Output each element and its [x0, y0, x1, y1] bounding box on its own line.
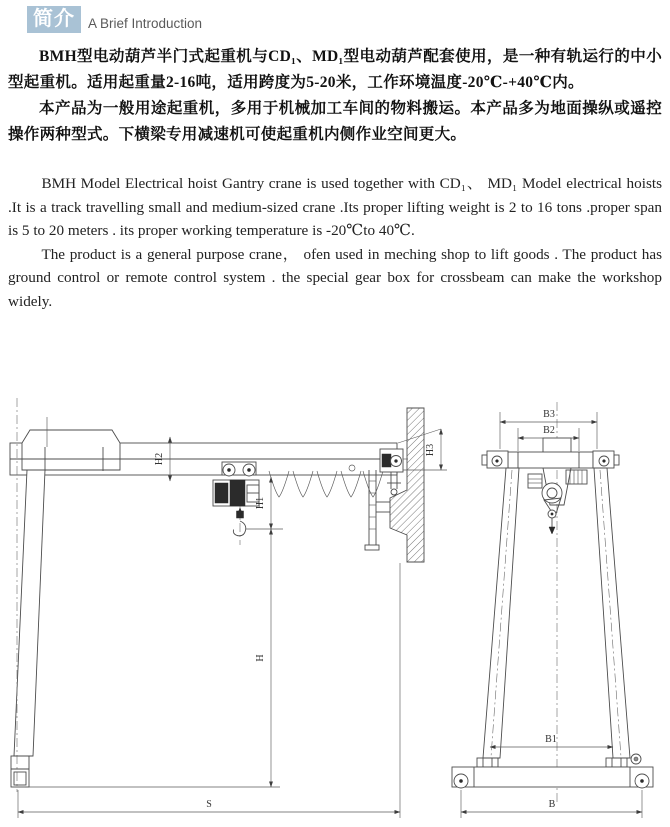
side-bottom-beam	[452, 754, 653, 788]
dim-label-h: H	[255, 654, 266, 662]
dim-label-h1: H1	[255, 496, 266, 510]
english-paragraph-2: The product is a general purpose crane， ofen used in meching shop to lift goods . The product has ground control or remote control system . the special gear box for crossbeam can make the workshop widely.	[8, 245, 662, 310]
side-view-drawing	[452, 402, 653, 818]
english-paragraph-1: BMH Model Electrical hoist Gantry crane is used together with CD₁、 MD₁ Model electrical hoists .It is a track travelling small and medium-sized crane .Its proper lifting weight is 2 to 16 tons .proper span is 5 to 20 meters . its proper working temperature is -20℃to 40℃.	[8, 175, 662, 239]
dimension-b1	[490, 734, 613, 747]
front-right-carriage	[380, 449, 408, 495]
front-hook	[233, 506, 245, 545]
power-feed-point	[349, 465, 355, 471]
dimension-h	[255, 529, 271, 787]
dim-label-h2: H2	[154, 452, 165, 466]
front-hoist-trolley	[213, 462, 259, 506]
chinese-paragraph-1: BMH型电动葫芦半门式起重机与CD₁、MD₁型电动葫芦配套使用，是一种有轨运行的中小型起重机。适用起重量2-16吨，适用跨度为5-20米，工作环境温度-20℃-+40℃内。	[8, 48, 662, 91]
dim-label-b2: B2	[543, 425, 555, 436]
section-title: A Brief Introduction	[88, 16, 203, 31]
dim-label-b3: B3	[543, 409, 555, 420]
chinese-intro	[8, 44, 662, 148]
side-hoist	[528, 470, 587, 534]
crane-drawing-svg	[0, 388, 670, 827]
front-left-saddle	[22, 417, 120, 471]
dimension-s	[18, 563, 400, 818]
dim-label-b: B	[548, 799, 556, 810]
building-wall	[390, 408, 424, 562]
dim-label-h3: H3	[425, 443, 436, 457]
festoon-cables	[269, 465, 383, 497]
side-saddle	[482, 451, 619, 468]
dimension-b	[461, 790, 642, 818]
technical-drawings	[0, 388, 670, 827]
dim-label-b1: B1	[545, 734, 557, 745]
dim-label-s: S	[206, 799, 212, 810]
english-intro	[8, 172, 662, 313]
front-view-drawing	[10, 398, 447, 818]
section-badge: 简介	[27, 6, 81, 33]
chinese-paragraph-2: 本产品为一般用途起重机，多用于机械加工车间的物料搬运。本产品多为地面操纵或遥控操作两种型式。下横梁专用减速机可使起重机内侧作业空间更大。	[8, 100, 662, 143]
section-header	[27, 5, 202, 33]
wall-bracket	[365, 470, 390, 550]
